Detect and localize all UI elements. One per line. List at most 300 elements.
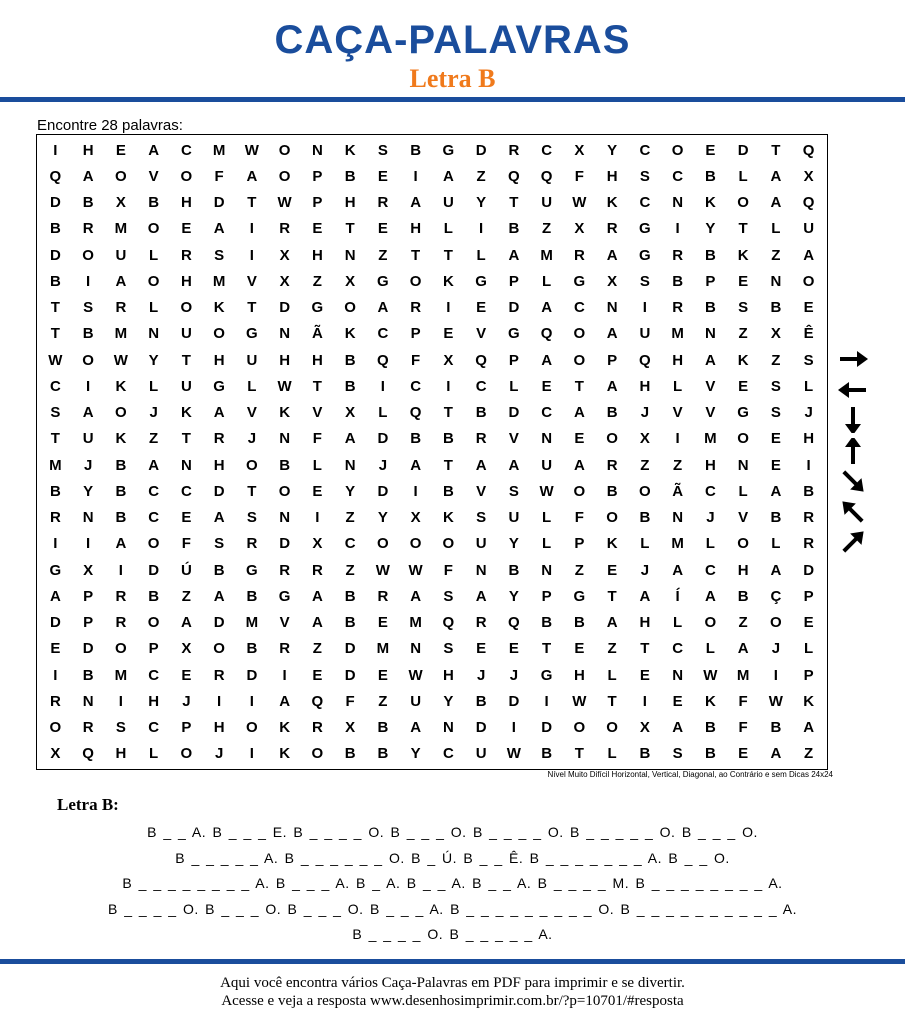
grid-cell: Y (705, 220, 716, 238)
grid-cell: U (508, 509, 520, 527)
grid-cell: L (673, 614, 683, 632)
grid-cell: E (738, 272, 749, 290)
grid-cell: B (704, 246, 716, 264)
grid-cell: S (476, 509, 487, 527)
arrow-up-icon (835, 438, 871, 464)
grid-cell: T (312, 377, 322, 395)
grid-cell: A (311, 614, 323, 632)
grid-cell: B (704, 719, 716, 737)
grid-cell: S (639, 272, 650, 290)
grid-cell: K (115, 430, 127, 448)
grid-cell: H (737, 561, 749, 579)
grid-cell: A (803, 719, 815, 737)
grid-cell: L (542, 272, 552, 290)
grid-cell: P (705, 272, 716, 290)
grid-cell: Ú (180, 561, 192, 579)
grid-cell: G (278, 587, 291, 605)
grid-cell: B (770, 509, 782, 527)
grid-cell: R (803, 509, 815, 527)
grid-cell: R (82, 719, 94, 737)
grid-cell: U (541, 194, 553, 212)
grid-cell: K (704, 194, 716, 212)
grid-cell: R (606, 220, 618, 238)
grid-cell: H (82, 141, 94, 159)
grid-cell: J (509, 666, 519, 684)
grid-cell: X (181, 640, 192, 658)
grid-cell: B (442, 430, 454, 448)
grid-cell: M (671, 325, 684, 343)
grid-cell: S (639, 167, 650, 185)
grid-cell: E (476, 299, 487, 317)
top-divider (0, 97, 905, 102)
grid-cell: Z (378, 246, 388, 264)
grid-cell: W (244, 141, 259, 159)
grid-cell: U (541, 456, 553, 474)
grid-cell: I (53, 535, 58, 553)
grid-cell: Y (443, 692, 454, 710)
grid-cell: L (476, 246, 486, 264)
grid-cell: Z (640, 456, 650, 474)
grid-cell: E (476, 640, 487, 658)
grid-cell: C (672, 640, 684, 658)
grid-cell: K (344, 141, 356, 159)
grid-cell: B (344, 377, 356, 395)
grid-cell: D (737, 141, 749, 159)
grid-cell: F (312, 430, 322, 448)
grid-cell: J (640, 404, 650, 422)
grid-cell: I (249, 692, 254, 710)
grid-cell: U (803, 220, 815, 238)
grid-cell: E (738, 745, 749, 763)
grid-cell: O (278, 141, 291, 159)
grid-cell: I (118, 692, 123, 710)
grid-cell: O (573, 351, 586, 369)
grid-cell: F (574, 167, 584, 185)
grid-cell: A (246, 167, 258, 185)
grid-cell: G (639, 220, 651, 238)
grid-cell: N (672, 194, 684, 212)
grid-cell: G (737, 404, 749, 422)
grid-cell: L (149, 377, 159, 395)
grid-cell: V (246, 404, 257, 422)
grid-cell: O (409, 535, 422, 553)
grid-cell: X (639, 430, 650, 448)
word-clue-line: B _ _ _ _ _ A. B _ _ _ _ _ _ O. B _ Ú. B _ _ Ê. B _ _ _ _ _ _ _ A. B _ _ O. (175, 849, 730, 866)
grid-cell: P (148, 640, 159, 658)
grid-cell: O (278, 167, 291, 185)
grid-cell: A (213, 509, 225, 527)
grid-cell: U (82, 430, 94, 448)
grid-cell: Z (181, 587, 191, 605)
grid-cell: U (475, 745, 487, 763)
grid-cell: P (508, 351, 519, 369)
grid-cell: Q (442, 614, 455, 632)
grid-cell: Z (771, 351, 781, 369)
grid-cell: S (770, 377, 781, 395)
grid-cell: A (541, 299, 553, 317)
grid-cell: O (737, 535, 749, 553)
grid-cell: C (704, 482, 716, 500)
grid-cell: M (114, 666, 128, 684)
bottom-divider (0, 959, 905, 964)
grid-cell: G (246, 561, 258, 579)
grid-cell: U (639, 325, 651, 343)
grid-cell: P (312, 194, 323, 212)
grid-cell: H (410, 220, 422, 238)
grid-cell: E (770, 430, 781, 448)
grid-cell: C (541, 404, 553, 422)
grid-cell: I (642, 299, 647, 317)
grid-cell: Q (377, 351, 389, 369)
grid-cell: L (149, 299, 159, 317)
grid-cell: U (410, 692, 422, 710)
grid-cell: H (344, 194, 356, 212)
grid-cell: V (476, 325, 487, 343)
grid-cell: B (803, 482, 815, 500)
grid-cell: I (53, 666, 58, 684)
grid-cell: M (409, 614, 422, 632)
grid-cell: O (278, 482, 291, 500)
grid-cell: W (375, 561, 390, 579)
grid-cell: A (704, 351, 716, 369)
grid-cell: B (344, 614, 356, 632)
grid-cell: X (574, 220, 585, 238)
grid-cell: R (180, 246, 192, 264)
grid-cell: D (475, 719, 487, 737)
grid-cell: R (115, 614, 127, 632)
grid-cell: N (442, 719, 454, 737)
grid-cell: I (315, 509, 320, 527)
grid-cell: R (475, 430, 487, 448)
grid-cell: B (541, 745, 553, 763)
grid-cell: U (180, 377, 192, 395)
grid-cell: E (312, 220, 323, 238)
grid-cell: W (277, 377, 292, 395)
grid-cell: G (475, 272, 487, 290)
grid-cell: Ê (803, 325, 814, 343)
arrow-up-right-icon (835, 529, 871, 555)
grid-cell: B (410, 430, 422, 448)
grid-cell: Q (540, 325, 553, 343)
grid-cell: R (115, 587, 127, 605)
grid-cell: G (213, 377, 225, 395)
grid-cell: C (541, 141, 553, 159)
grid-cell: B (737, 587, 749, 605)
grid-cell: X (345, 272, 356, 290)
grid-cell: T (509, 194, 519, 212)
grid-cell: V (508, 430, 519, 448)
grid-cell: R (672, 299, 684, 317)
grid-cell: E (181, 666, 192, 684)
grid-cell: T (247, 299, 257, 317)
grid-cell: W (408, 666, 423, 684)
grid-cell: X (443, 351, 454, 369)
grid-cell: I (282, 666, 287, 684)
grid-cell: E (541, 377, 552, 395)
grid-cell: D (508, 404, 520, 422)
grid-cell: R (82, 220, 94, 238)
level-note: Nível Muito Difícil Horizontal, Vertical, Diagonal, ao Contrário e sem Dicas 24x24 (547, 770, 833, 779)
grid-cell: L (804, 640, 814, 658)
grid-cell: Z (607, 640, 617, 658)
grid-cell: V (705, 377, 716, 395)
grid-cell: B (704, 745, 716, 763)
grid-cell: A (737, 640, 749, 658)
grid-cell: R (311, 561, 323, 579)
grid-cell: O (573, 719, 586, 737)
grid-cell: O (606, 719, 618, 737)
grid-cell: S (377, 141, 388, 159)
grid-cell: M (49, 456, 62, 474)
grid-cell: D (49, 194, 61, 212)
grid-cell: E (377, 666, 388, 684)
grid-cell: X (83, 561, 94, 579)
grid-cell: B (213, 561, 225, 579)
grid-cell: B (639, 745, 651, 763)
grid-cell: B (770, 299, 782, 317)
grid-cell: D (475, 141, 487, 159)
grid-cell: L (247, 377, 257, 395)
grid-cell: N (541, 430, 553, 448)
grid-cell: W (506, 745, 521, 763)
grid-cell: L (542, 509, 552, 527)
grid-cell: T (345, 220, 355, 238)
grid-cell: G (49, 561, 62, 579)
grid-cell: N (344, 246, 356, 264)
grid-cell: A (115, 272, 127, 290)
grid-cell: L (607, 745, 617, 763)
grid-cell: K (606, 535, 618, 553)
grid-cell: T (607, 587, 617, 605)
grid-cell: Z (574, 561, 584, 579)
grid-cell: R (672, 246, 684, 264)
grid-cell: K (442, 509, 454, 527)
grid-cell: X (770, 325, 781, 343)
grid-cell: O (82, 351, 94, 369)
grid-cell: A (770, 482, 782, 500)
grid-cell: A (279, 692, 291, 710)
grid-cell: B (475, 404, 487, 422)
grid-cell: O (147, 220, 160, 238)
grid-cell: B (82, 194, 94, 212)
grid-cell: Y (410, 745, 421, 763)
grid-cell: O (147, 535, 160, 553)
grid-cell: Z (804, 745, 814, 763)
grid-cell: I (53, 141, 58, 159)
word-clues (30, 820, 875, 948)
grid-cell: E (50, 640, 61, 658)
grid-cell: R (573, 246, 585, 264)
grid-cell: F (738, 719, 748, 737)
grid-cell: Z (738, 325, 748, 343)
grid-cell: A (410, 456, 422, 474)
grid-cell: A (508, 456, 520, 474)
grid-cell: I (773, 666, 778, 684)
grid-cell: E (377, 220, 388, 238)
grid-cell: O (344, 299, 356, 317)
grid-cell: O (246, 719, 258, 737)
grid-cell: O (246, 456, 258, 474)
grid-cell: Y (83, 482, 94, 500)
grid-cell: B (770, 719, 782, 737)
grid-cell: H (180, 272, 192, 290)
grid-cell: P (803, 666, 814, 684)
grid-cell: D (377, 482, 389, 500)
grid-cell: Ã (672, 482, 684, 500)
grid-cell: D (508, 692, 520, 710)
grid-cell: L (312, 456, 322, 474)
grid-cell: N (770, 272, 782, 290)
arrow-right-icon (835, 346, 871, 372)
grid-cell: B (573, 614, 585, 632)
grid-cell: E (770, 456, 781, 474)
grid-cell: I (249, 220, 254, 238)
grid-cell: V (476, 482, 487, 500)
grid-cell: M (376, 640, 390, 658)
grid-cell: R (508, 141, 520, 159)
grid-cell: E (312, 666, 323, 684)
grid-cell: A (606, 246, 618, 264)
grid-cell: R (49, 509, 61, 527)
grid-cell: Q (540, 167, 553, 185)
page-subtitle: Letra B (409, 64, 496, 93)
grid-cell: N (737, 456, 749, 474)
grid-cell: I (675, 430, 680, 448)
grid-cell: A (803, 246, 815, 264)
grid-cell: J (247, 430, 257, 448)
grid-cell: H (573, 666, 585, 684)
grid-cell: O (311, 745, 324, 763)
grid-cell: D (377, 430, 389, 448)
grid-cell: K (115, 377, 127, 395)
grid-cell: E (181, 509, 192, 527)
footer-line-2: Acesse e veja a resposta www.desenhosimprimir.com.br/?p=10701/#resposta (221, 993, 684, 1009)
grid-cell: U (442, 194, 454, 212)
grid-cell: O (573, 482, 586, 500)
grid-cell: A (213, 220, 225, 238)
grid-cell: M (736, 666, 750, 684)
grid-cell: S (83, 299, 94, 317)
grid-cell: A (344, 430, 356, 448)
word-clue-line: B _ _ _ _ O. B _ _ _ O. B _ _ _ O. B _ _ _ A. B _ _ _ _ _ _ _ _ _ O. B _ _ _ _ _ _ _ _ _ _ A. (108, 900, 797, 917)
grid-cell: O (606, 509, 618, 527)
grid-cell: A (541, 351, 553, 369)
grid-cell: V (246, 272, 257, 290)
grid-cell: Q (508, 614, 520, 632)
grid-cell: S (214, 535, 225, 553)
grid-cell: M (114, 325, 128, 343)
grid-cell: A (148, 456, 160, 474)
grid-cell: Z (673, 456, 683, 474)
grid-cell: A (770, 167, 782, 185)
grid-cell: C (377, 325, 389, 343)
grid-cell: M (704, 430, 717, 448)
grid-cell: I (413, 482, 418, 500)
grid-cell: T (50, 325, 60, 343)
grid-cell: H (180, 194, 192, 212)
grid-cell: H (704, 456, 716, 474)
grid-cell: B (377, 745, 389, 763)
grid-cell: C (148, 509, 160, 527)
grid-cell: L (542, 535, 552, 553)
grid-cell: B (279, 456, 291, 474)
grid-cell: R (377, 194, 389, 212)
grid-cell: J (804, 404, 813, 422)
grid-cell: S (508, 482, 519, 500)
grid-cell: Z (312, 640, 322, 658)
grid-cell: R (475, 614, 487, 632)
grid-cell: S (50, 404, 61, 422)
grid-cell: A (770, 745, 782, 763)
grid-cell: B (344, 167, 356, 185)
grid-cell: R (606, 456, 618, 474)
grid-cell: A (770, 561, 782, 579)
grid-cell: R (213, 666, 225, 684)
grid-cell: X (115, 194, 126, 212)
grid-cell: Z (378, 692, 388, 710)
grid-cell: H (148, 692, 160, 710)
grid-cell: O (213, 640, 225, 658)
grid-cell: E (574, 430, 585, 448)
grid-cell: A (475, 587, 487, 605)
grid-cell: S (803, 351, 814, 369)
grid-cell: Y (508, 535, 519, 553)
grid-cell: I (511, 719, 516, 737)
grid-cell: E (443, 325, 454, 343)
arrow-up-left-icon (835, 499, 871, 525)
grid-cell: K (803, 692, 815, 710)
grid-cell: B (49, 272, 61, 290)
grid-cell: H (803, 430, 815, 448)
grid-cell: S (214, 246, 225, 264)
grid-cell: A (475, 456, 487, 474)
grid-cell: B (606, 404, 618, 422)
grid-cell: E (508, 640, 519, 658)
grid-cell: R (279, 561, 291, 579)
grid-cell: W (539, 482, 554, 500)
grid-cell: P (508, 272, 519, 290)
grid-cell: A (49, 587, 61, 605)
grid-cell: B (541, 614, 553, 632)
word-search-grid (36, 134, 828, 770)
grid-cell: X (410, 509, 421, 527)
grid-cell: G (442, 141, 455, 159)
grid-cell: W (572, 194, 587, 212)
grid-cell: A (410, 194, 422, 212)
grid-cell: K (737, 246, 749, 264)
grid-cell: I (446, 377, 451, 395)
grid-cell: P (803, 587, 814, 605)
grid-cell: J (706, 509, 715, 527)
grid-cell: Z (345, 561, 355, 579)
grid-cell: E (607, 561, 618, 579)
grid-cell: X (279, 246, 290, 264)
grid-cell: D (213, 194, 225, 212)
grid-cell: O (49, 719, 62, 737)
grid-cell: L (771, 220, 781, 238)
grid-cell: Z (345, 509, 355, 527)
grid-cell: F (345, 692, 355, 710)
grid-cell: J (214, 745, 224, 763)
grid-cell: H (213, 719, 225, 737)
grid-cell: B (377, 719, 389, 737)
grid-cell: V (672, 404, 683, 422)
grid-cell: H (606, 167, 618, 185)
grid-cell: Q (802, 194, 815, 212)
grid-cell: R (803, 535, 815, 553)
grid-cell: Y (148, 351, 159, 369)
grid-cell: O (147, 614, 160, 632)
